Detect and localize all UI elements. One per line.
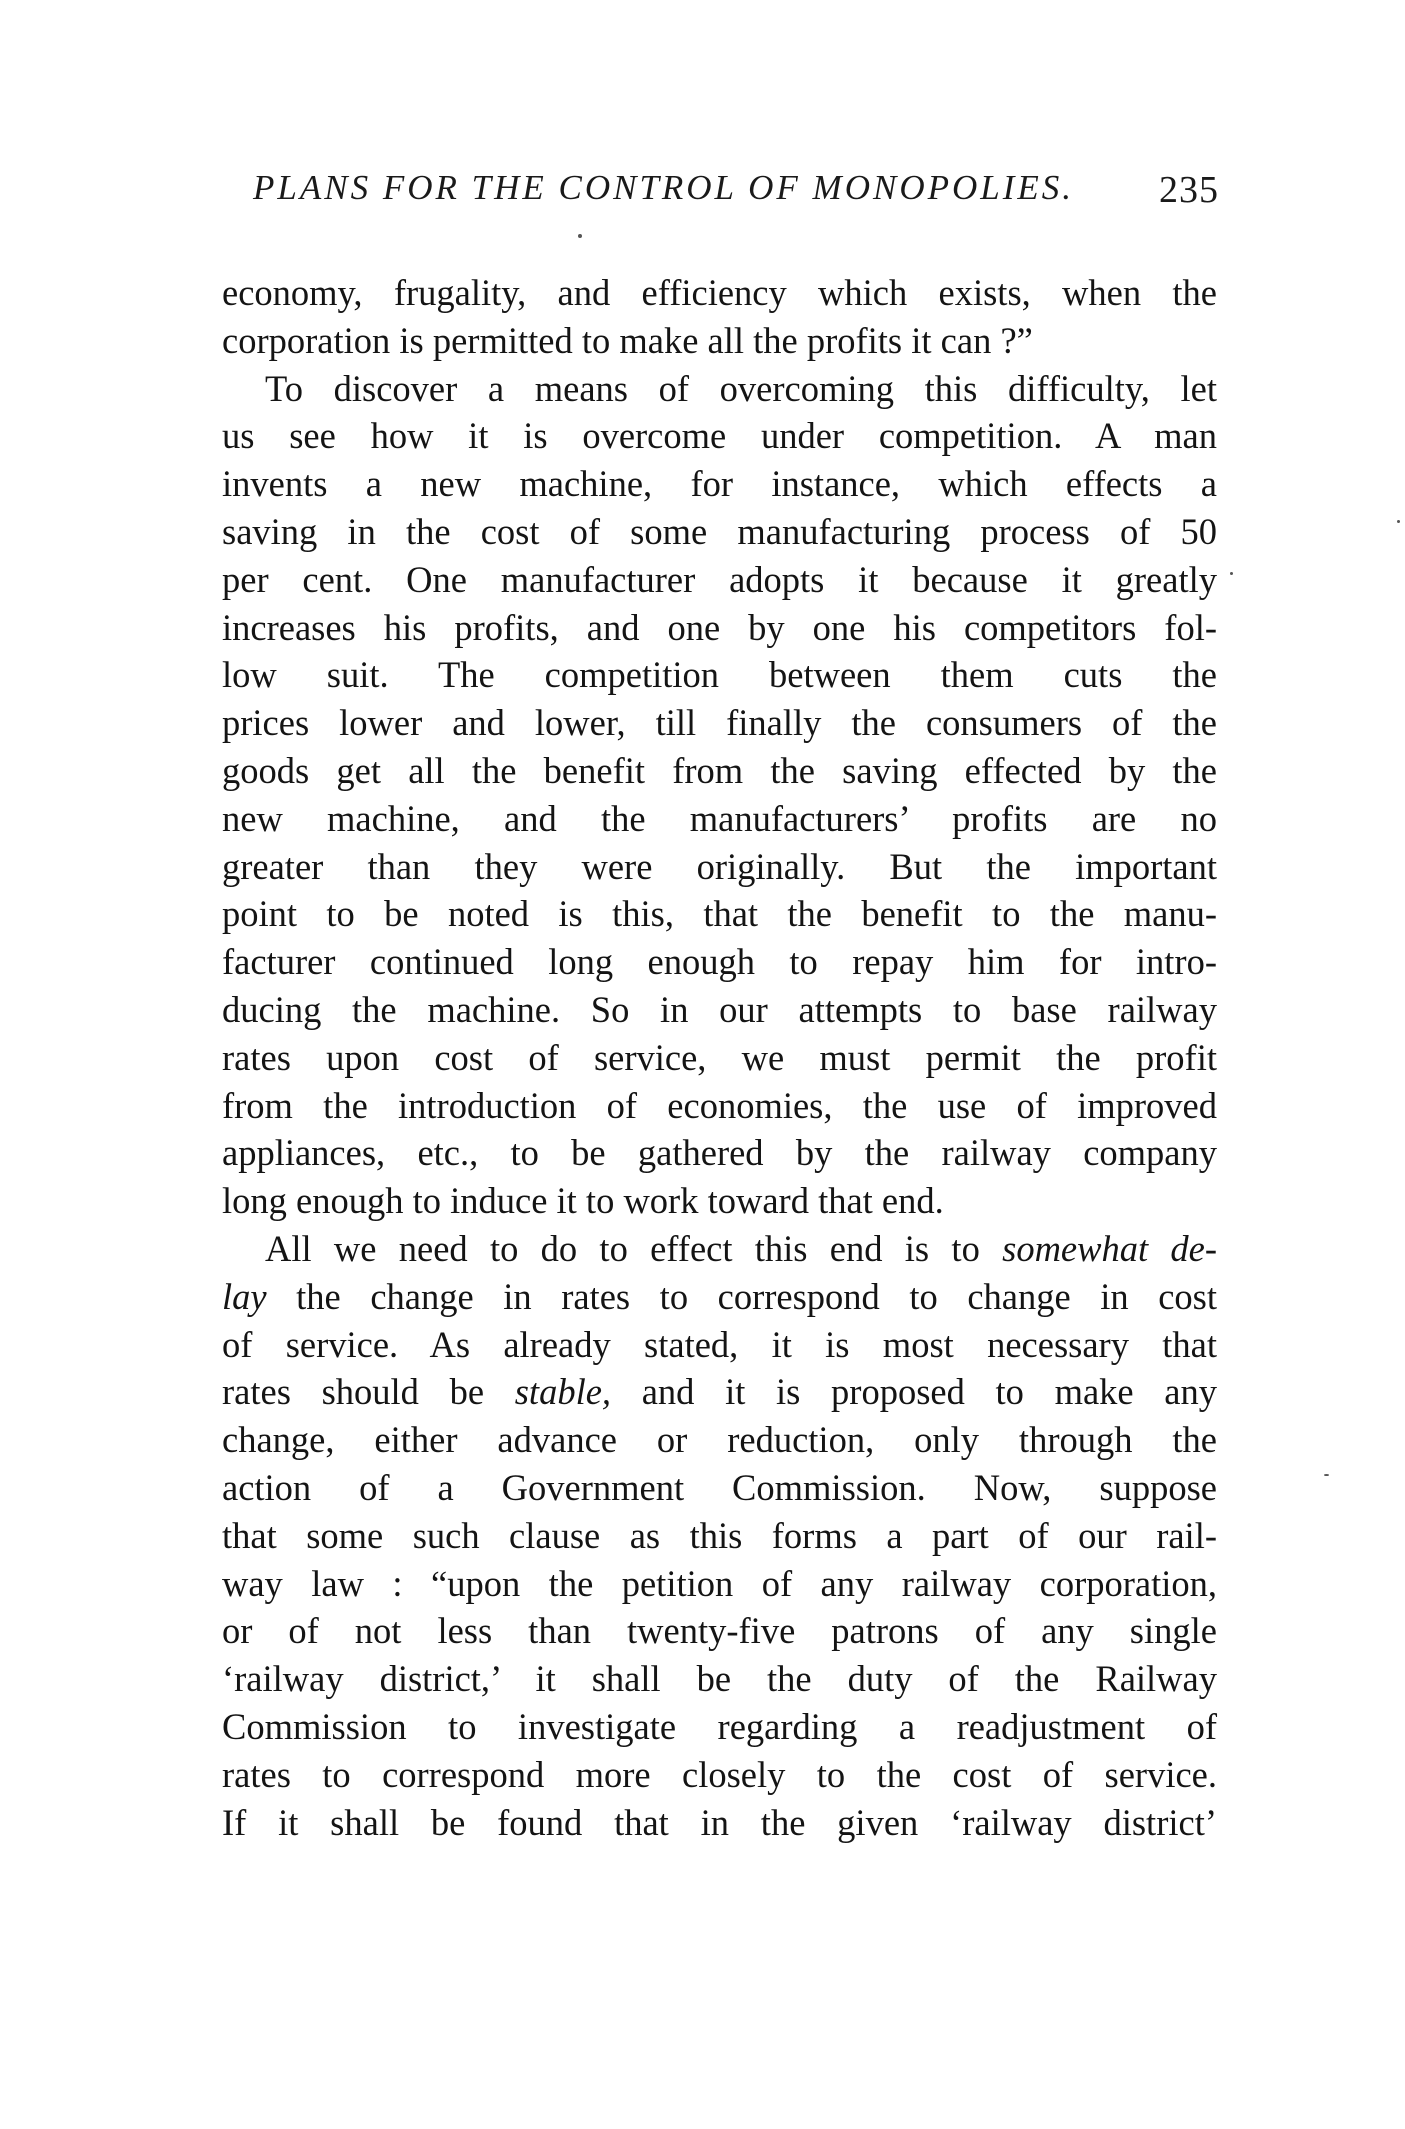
text-line: Commission to investigate regarding a readjustment of [222, 1706, 1217, 1747]
text-line: low suit. The competition between them cuts the [222, 654, 1217, 696]
text-line: If it shall be found that in the given ‘railway district’ [222, 1801, 1217, 1843]
text-line: saving in the cost of some manufacturing process of 50 [222, 511, 1217, 552]
text-line: way law : “upon the petition of any railway corporation, [222, 1562, 1217, 1604]
scan-speck [578, 234, 582, 238]
text-line: that some such clause as this forms a part of our rail- [222, 1514, 1217, 1556]
running-header [253, 168, 1219, 211]
emphasis-text: stable, [514, 1371, 612, 1413]
text-run: rates should be [222, 1371, 515, 1413]
text-line: or of not less than twenty-five patrons of any single [222, 1610, 1217, 1652]
running-title: PLANS FOR THE CONTROL OF MONOPOLIES. [253, 168, 1075, 207]
text-line [265, 1225, 1217, 1273]
text-line: of service. As already stated, it is most necessary that [222, 1323, 1217, 1365]
text-run: the change in rates to correspond to change in cost [266, 1275, 1217, 1317]
text-line: greater than they were originally. But the important [222, 845, 1217, 887]
text-line: goods get all the benefit from the saving effected by the [222, 750, 1217, 791]
text-line: facturer continued long enough to repay him for intro- [222, 941, 1217, 983]
text-line: new machine, and the manufacturers’ profits are no [222, 797, 1217, 839]
emphasis-text: lay [222, 1275, 267, 1317]
text-line: rates upon cost of service, we must permit the profit [222, 1036, 1217, 1078]
text-line [222, 1273, 1217, 1321]
emphasis-text: somewhat de- [1002, 1228, 1218, 1269]
text-line: rates to correspond more closely to the cost of service. [222, 1753, 1217, 1795]
scan-speck [1397, 520, 1400, 523]
text-line: economy, frugality, and efficiency which exists, when the [222, 272, 1217, 313]
text-line: from the introduction of economies, the use of improved [222, 1084, 1217, 1126]
text-line: ducing the machine. So in our attempts to base railway [222, 989, 1217, 1030]
text-line: action of a Government Commission. Now, suppose [222, 1467, 1217, 1508]
text-run: All we need to do to effect this end is to [265, 1228, 1003, 1269]
text-line: per cent. One manufacturer adopts it because it greatly [222, 558, 1217, 600]
text-line: change, either advance or reduction, only through the [222, 1419, 1217, 1461]
text-line: prices lower and lower, till finally the consumers of the [222, 702, 1217, 744]
text-line: point to be noted is this, that the benefit to the manu- [222, 893, 1217, 935]
text-line: corporation is permitted to make all the profits it can ?” [222, 319, 1033, 361]
text-line: long enough to induce it to work toward that end. [222, 1180, 944, 1222]
text-line: ‘railway district,’ it shall be the duty of the Railway [222, 1658, 1217, 1700]
text-line: To discover a means of overcoming this difficulty, let [265, 367, 1217, 409]
text-line: invents a new machine, for instance, which effects a [222, 463, 1217, 505]
text-line [222, 1368, 1217, 1416]
text-line: us see how it is overcome under competition. A man [222, 415, 1217, 457]
text-run: and it is proposed to make any [611, 1371, 1217, 1413]
page-number: 235 [1159, 169, 1219, 211]
text-line: increases his profits, and one by one his competitors fol- [222, 606, 1217, 648]
scan-speck [1324, 1474, 1329, 1476]
scan-speck [1230, 572, 1233, 575]
text-line: appliances, etc., to be gathered by the railway company [222, 1132, 1217, 1174]
